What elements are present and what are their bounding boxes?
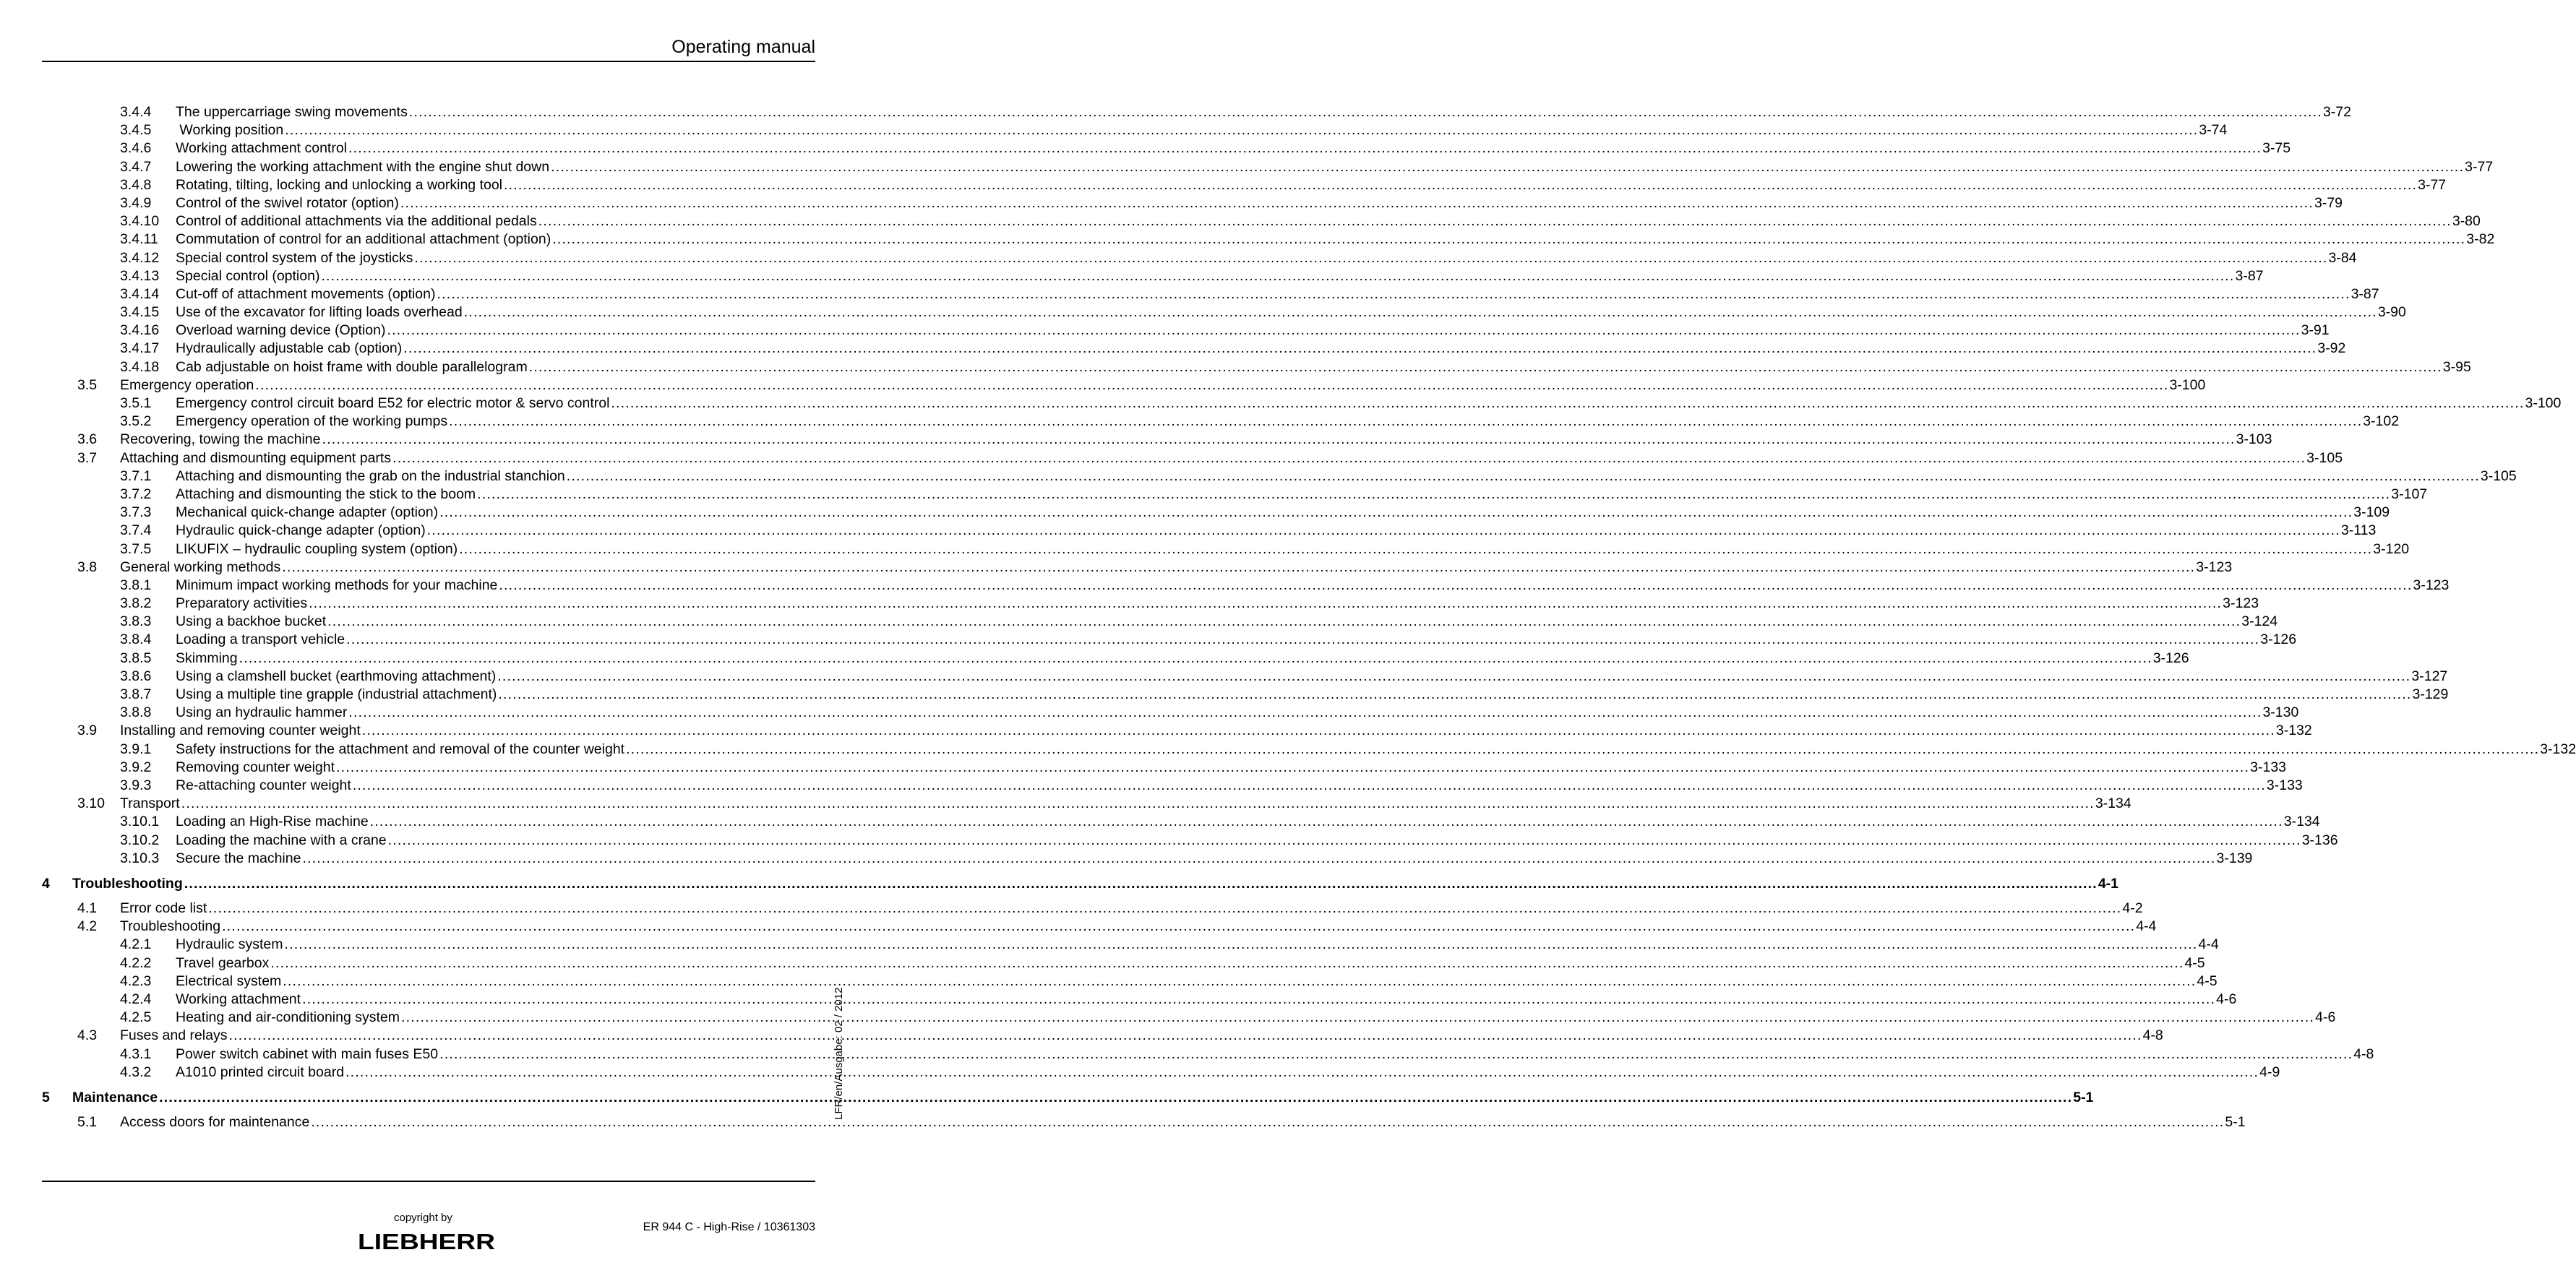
- toc-entry: [42, 558, 2233, 577]
- toc-entry-title: Loading the machine with a crane: [176, 832, 387, 848]
- toc-entry-page: 3-113: [2340, 522, 2377, 539]
- toc-dot-leader: ................................................................................................................................................................................................................................................................................................................................................................................................................: [159, 1089, 2073, 1105]
- toc-entry: [42, 413, 2400, 431]
- toc-dot-leader: ................................................................................................................................................................................................................................................................................................................................................................................................................: [311, 1114, 2225, 1131]
- toc-entry: [42, 759, 2287, 777]
- toc-entry: [42, 103, 2351, 121]
- toc-entry: [42, 194, 2343, 212]
- toc-entry-page: 3-80: [2452, 213, 2481, 230]
- toc-dot-leader: ................................................................................................................................................................................................................................................................................................................................................................................................................: [611, 395, 2525, 411]
- toc-entry-title: Hydraulically adjustable cab (option): [176, 340, 403, 357]
- toc-entry-page: 3-123: [2223, 595, 2259, 612]
- toc-entry-title: Hydraulic system: [176, 936, 283, 953]
- toc-entry: [42, 704, 2299, 722]
- toc-dot-leader: ................................................................................................................................................................................................................................................................................................................................................................................................................: [361, 723, 2275, 739]
- toc-entry: [42, 954, 2205, 972]
- toc-entry-number: 3.9: [77, 723, 98, 739]
- toc-entry-number: 3.9.2: [120, 759, 152, 775]
- toc-entry: [42, 522, 2377, 540]
- toc-entry: [42, 631, 2297, 649]
- toc-entry-title: Attaching and dismounting the stick to the boom: [176, 486, 476, 502]
- toc-dot-leader: ................................................................................................................................................................................................................................................................................................................................................................................................................: [403, 340, 2317, 357]
- toc-dot-leader: ................................................................................................................................................................................................................................................................................................................................................................................................................: [369, 814, 2283, 830]
- toc-entry: [42, 613, 2278, 631]
- toc-entry-page: 4-4: [2198, 936, 2219, 953]
- toc-dot-leader: ................................................................................................................................................................................................................................................................................................................................................................................................................: [626, 741, 2540, 757]
- liebherr-logo-text: LIEBHERR: [358, 1229, 495, 1254]
- toc-entry-number: 4.1: [77, 900, 98, 917]
- toc-entry-title: Emergency operation of the working pumps: [176, 413, 448, 430]
- toc-dot-leader: ................................................................................................................................................................................................................................................................................................................................................................................................................: [336, 759, 2250, 775]
- toc-entry: [42, 991, 2237, 1009]
- toc-entry-page: 4-5: [2197, 972, 2217, 989]
- toc-entry: [42, 267, 2264, 285]
- toc-entry-page: 3-134: [2095, 795, 2131, 812]
- toc-entry: [42, 322, 2330, 340]
- toc-entry-page: 3-90: [2377, 304, 2406, 321]
- toc-entry-number: 3.5: [77, 376, 98, 393]
- toc-entry-number: 3.4.10: [120, 213, 160, 230]
- toc-dot-leader: ................................................................................................................................................................................................................................................................................................................................................................................................................: [309, 595, 2223, 612]
- toc-entry-title: Re-attaching counter weight: [176, 777, 351, 793]
- toc-entry-number: 3.4.14: [120, 285, 160, 302]
- toc-entry-title: Overload warning device (Option): [176, 322, 386, 339]
- toc-entry-title: Working attachment control: [176, 140, 347, 157]
- toc-entry-number: 3.4.4: [120, 104, 152, 120]
- toc-dot-leader: ................................................................................................................................................................................................................................................................................................................................................................................................................: [228, 1027, 2142, 1044]
- toc-entry-number: 3.5.1: [120, 395, 152, 411]
- toc-entry-page: 3-72: [2322, 104, 2351, 120]
- toc-entry-title: Access doors for maintenance: [120, 1114, 310, 1131]
- toc-entry: [42, 832, 2338, 850]
- toc-entry-title: Attaching and dismounting equipment parts: [120, 449, 392, 466]
- toc-entry-title: Skimming: [176, 650, 238, 666]
- toc-dot-leader: ................................................................................................................................................................................................................................................................................................................................................................................................................: [285, 122, 2199, 139]
- toc-entry-title: Using a backhoe bucket: [176, 613, 327, 630]
- toc-entry-title: Fuses and relays: [120, 1027, 228, 1044]
- toc-entry-title: Power switch cabinet with main fuses E50: [176, 1045, 439, 1062]
- toc-entry-page: 3-87: [2235, 267, 2264, 284]
- toc-entry: [42, 158, 2494, 176]
- toc-dot-leader: ................................................................................................................................................................................................................................................................................................................................................................................................................: [302, 991, 2216, 1007]
- toc-entry-number: 4.3: [77, 1027, 98, 1044]
- liebherr-logo: [357, 1229, 496, 1254]
- toc-dot-leader: ................................................................................................................................................................................................................................................................................................................................................................................................................: [426, 522, 2340, 539]
- toc-entry-title: Safety instructions for the attachment and removal of the counter weight: [176, 741, 625, 757]
- toc-entry-title: Special control (option): [176, 267, 320, 284]
- toc-dot-leader: ................................................................................................................................................................................................................................................................................................................................................................................................................: [528, 358, 2442, 375]
- toc-entry-title: Heating and air-conditioning system: [176, 1009, 400, 1026]
- toc-dot-leader: ................................................................................................................................................................................................................................................................................................................................................................................................................: [208, 900, 2122, 917]
- toc-entry-number: 3.4.8: [120, 176, 152, 193]
- toc-dot-leader: ................................................................................................................................................................................................................................................................................................................................................................................................................: [284, 936, 2198, 953]
- toc-entry: [42, 850, 2253, 868]
- toc-entry: [42, 176, 2447, 194]
- toc-entry: [42, 668, 2448, 686]
- toc-entry-title: Cut-off of attachment movements (option): [176, 285, 436, 302]
- toc-entry-page: 4-4: [2136, 918, 2157, 935]
- toc-entry-title: Transport: [120, 795, 180, 812]
- toc-entry-page: 5-1: [2073, 1089, 2094, 1105]
- toc-entry-page: 5-1: [2225, 1114, 2246, 1131]
- toc-dot-leader: ................................................................................................................................................................................................................................................................................................................................................................................................................: [270, 954, 2184, 971]
- toc-entry-title: Loading an High-Rise machine: [176, 814, 369, 830]
- toc-entry-page: 4-8: [2353, 1045, 2374, 1062]
- toc-entry-number: 3.8.2: [120, 595, 152, 612]
- toc-entry-page: 3-102: [2363, 413, 2400, 430]
- toc-dot-leader: ................................................................................................................................................................................................................................................................................................................................................................................................................: [463, 304, 2377, 321]
- toc-entry-page: 4-9: [2259, 1064, 2280, 1080]
- toc-entry-page: 3-105: [2480, 467, 2517, 484]
- toc-dot-leader: ................................................................................................................................................................................................................................................................................................................................................................................................................: [283, 972, 2197, 989]
- header-rule: [42, 61, 815, 62]
- toc-entry-page: 3-129: [2412, 686, 2449, 702]
- toc-entry-page: 3-132: [2540, 741, 2576, 757]
- toc-entry-title: Installing and removing counter weight: [120, 723, 361, 739]
- toc-dot-leader: ................................................................................................................................................................................................................................................................................................................................................................................................................: [184, 875, 2098, 892]
- footer-rule: [42, 1181, 815, 1182]
- toc-entry-page: 3-100: [2169, 376, 2206, 393]
- toc-entry: [42, 303, 2406, 322]
- toc-entry-title: Preparatory activities: [176, 595, 308, 612]
- toc-entry-page: 3-126: [2152, 650, 2189, 666]
- toc-entry: [42, 121, 2228, 139]
- toc-dot-leader: ................................................................................................................................................................................................................................................................................................................................................................................................................: [439, 1045, 2353, 1062]
- toc-dot-leader: ................................................................................................................................................................................................................................................................................................................................................................................................................: [401, 1009, 2315, 1026]
- toc-entry-number: 5.1: [77, 1114, 98, 1131]
- toc-dot-leader: ................................................................................................................................................................................................................................................................................................................................................................................................................: [414, 249, 2328, 266]
- toc-entry-number: 3.4.16: [120, 322, 160, 339]
- toc-entry-number: 3.9.3: [120, 777, 152, 793]
- toc-entry-number: 3.7.5: [120, 540, 152, 557]
- toc-entry-number: 3.8.5: [120, 650, 152, 666]
- toc-entry-number: 3.10.2: [120, 832, 160, 848]
- toc-entry-page: 3-124: [2241, 613, 2278, 630]
- toc-entry: [42, 230, 2495, 249]
- toc-entry-title: Control of additional attachments via the additional pedals: [176, 213, 537, 230]
- toc-entry: [42, 249, 2357, 267]
- toc-dot-leader: ................................................................................................................................................................................................................................................................................................................................................................................................................: [408, 104, 2322, 120]
- toc-entry-title: Emergency operation: [120, 376, 254, 393]
- toc-entry-number: 3.4.6: [120, 140, 152, 157]
- toc-entry: [42, 285, 2379, 303]
- toc-entry-title: Recovering, towing the machine: [120, 431, 321, 448]
- toc-entry-number: 3.8.1: [120, 577, 152, 593]
- toc-entry: [42, 741, 2576, 759]
- toc-entry-number: 3.6: [77, 431, 98, 448]
- toc-entry-title: Emergency control circuit board E52 for electric motor & servo control: [176, 395, 610, 411]
- toc-entry-title: Control of the swivel rotator (option): [176, 194, 399, 211]
- toc-entry-page: 3-79: [2314, 194, 2343, 211]
- toc-entry-page: 3-109: [2353, 504, 2390, 521]
- toc-entry-page: 4-6: [2315, 1009, 2336, 1026]
- toc-entry: [42, 595, 2259, 613]
- toc-entry-page: 3-132: [2275, 723, 2312, 739]
- toc-entry-title: Loading a transport vehicle: [176, 631, 345, 648]
- toc-entry-title: The uppercarriage swing movements: [176, 104, 408, 120]
- toc-entry-title: Secure the machine: [176, 850, 301, 866]
- toc-entry-page: 3-136: [2301, 832, 2338, 848]
- toc-entry-number: 3.5.2: [120, 413, 152, 430]
- edition-note: LFR/en/Ausgabe: 02 / 2012: [833, 987, 845, 1120]
- toc-entry: [42, 504, 2390, 522]
- toc-entry-number: 3.8.7: [120, 686, 152, 702]
- toc-entry-page: 3-127: [2411, 668, 2448, 684]
- toc-entry: [42, 650, 2189, 668]
- toc-entry-number: 3.10: [77, 795, 105, 812]
- toc-entry-title: Using an hydraulic hammer: [176, 704, 348, 721]
- toc-dot-leader: ................................................................................................................................................................................................................................................................................................................................................................................................................: [551, 158, 2465, 175]
- toc-entry-title: Removing counter weight: [176, 759, 335, 775]
- toc-entry-page: 3-107: [2391, 486, 2428, 502]
- toc-entry-number: 4.3.2: [120, 1064, 152, 1080]
- toc-entry-page: 3-123: [2196, 558, 2233, 575]
- toc-entry-number: 4.2.4: [120, 991, 152, 1007]
- toc-entry-title: Use of the excavator for lifting loads overhead: [176, 304, 463, 321]
- toc-entry-number: 4.2.1: [120, 936, 152, 953]
- toc-entry: [42, 1064, 2280, 1082]
- toc-entry-title: Using a clamshell bucket (earthmoving attachment): [176, 668, 497, 684]
- toc-entry-title: Electrical system: [176, 972, 282, 989]
- toc-entry-number: 3.10.1: [120, 814, 160, 830]
- toc-dot-leader: ................................................................................................................................................................................................................................................................................................................................................................................................................: [348, 140, 2262, 157]
- toc-entry-number: 3.8.8: [120, 704, 152, 721]
- toc-entry-number: 3.4.12: [120, 249, 160, 266]
- toc-entry-page: 3-123: [2413, 577, 2450, 593]
- copyright-text: copyright by: [394, 1212, 452, 1224]
- toc-entry: [42, 795, 2131, 813]
- toc-dot-leader: ................................................................................................................................................................................................................................................................................................................................................................................................................: [504, 176, 2418, 193]
- toc-entry: [42, 340, 2346, 358]
- toc-entry-number: 4.2.3: [120, 972, 152, 989]
- toc-entry-page: 3-133: [2250, 759, 2287, 775]
- toc-entry: [42, 139, 2291, 158]
- toc-entry-number: 3.4.7: [120, 158, 152, 175]
- toc-entry-page: 3-91: [2301, 322, 2330, 339]
- toc-entry: [42, 972, 2217, 991]
- toc-entry-page: 3-139: [2216, 850, 2253, 866]
- toc-entry-page: 4-2: [2122, 900, 2143, 917]
- toc-entry-page: 3-87: [2350, 285, 2379, 302]
- toc-entry: [42, 900, 2143, 918]
- toc-entry: [42, 936, 2219, 954]
- toc-dot-leader: ................................................................................................................................................................................................................................................................................................................................................................................................................: [497, 668, 2411, 684]
- toc-dot-leader: ................................................................................................................................................................................................................................................................................................................................................................................................................: [239, 650, 2152, 666]
- toc-entry-number: 5: [42, 1089, 50, 1105]
- toc-entry-page: 4-5: [2184, 954, 2205, 971]
- toc-entry-title: LIKUFIX – hydraulic coupling system (option): [176, 540, 458, 557]
- toc-entry-title: A1010 printed circuit board: [176, 1064, 345, 1080]
- toc-entry-title: Troubleshooting: [120, 918, 221, 935]
- toc-entry-number: 3.4.13: [120, 267, 160, 284]
- toc-entry-page: 3-130: [2262, 704, 2299, 721]
- toc-dot-leader: ................................................................................................................................................................................................................................................................................................................................................................................................................: [552, 231, 2466, 248]
- toc-entry: [42, 1027, 2163, 1045]
- toc-entry-number: 3.7.4: [120, 522, 152, 539]
- toc-entry-number: 3.4.17: [120, 340, 160, 357]
- toc-entry-title: Special control system of the joysticks: [176, 249, 413, 266]
- toc-dot-leader: ................................................................................................................................................................................................................................................................................................................................................................................................................: [387, 322, 2301, 339]
- toc-entry-title: Working position: [176, 122, 284, 139]
- toc-dot-leader: ................................................................................................................................................................................................................................................................................................................................................................................................................: [255, 376, 2169, 393]
- toc-dot-leader: ................................................................................................................................................................................................................................................................................................................................................................................................................: [302, 850, 2216, 866]
- toc-entry-page: 3-95: [2442, 358, 2471, 375]
- toc-entry: [42, 540, 2410, 558]
- document-id: ER 944 C - High-Rise / 10361303: [643, 1221, 815, 1233]
- toc-dot-leader: ................................................................................................................................................................................................................................................................................................................................................................................................................: [400, 194, 2314, 211]
- toc-entry-title: Mechanical quick-change adapter (option): [176, 504, 439, 521]
- toc-entry-number: 3.4.18: [120, 358, 160, 375]
- toc-entry-title: Using a multiple tine grapple (industrial attachment): [176, 686, 497, 702]
- toc-entry-number: 3.4.11: [120, 231, 158, 248]
- toc-entry: [42, 875, 2119, 893]
- toc-entry-number: 3.8.6: [120, 668, 152, 684]
- toc-entry-page: 4-8: [2142, 1027, 2163, 1044]
- toc-entry: [42, 212, 2481, 230]
- toc-entry-title: Rotating, tilting, locking and unlocking a working tool: [176, 176, 503, 193]
- toc-entry-number: 3.7.1: [120, 467, 152, 484]
- toc-entry-number: 3.4.9: [120, 194, 152, 211]
- toc-entry-number: 3.10.3: [120, 850, 160, 866]
- toc-entry: [42, 449, 2343, 467]
- toc-entry-number: 3.9.1: [120, 741, 152, 757]
- toc-entry-page: 3-92: [2317, 340, 2346, 357]
- toc-dot-leader: ................................................................................................................................................................................................................................................................................................................................................................................................................: [346, 631, 2260, 648]
- toc-entry-title: Error code list: [120, 900, 207, 917]
- toc-dot-leader: ................................................................................................................................................................................................................................................................................................................................................................................................................: [392, 449, 2306, 466]
- toc-dot-leader: ................................................................................................................................................................................................................................................................................................................................................................................................................: [321, 267, 2235, 284]
- toc-entry-number: 4: [42, 875, 50, 892]
- toc-entry-number: 3.7: [77, 449, 98, 466]
- toc-dot-leader: ................................................................................................................................................................................................................................................................................................................................................................................................................: [387, 832, 2301, 848]
- toc-entry-number: 3.7.2: [120, 486, 152, 502]
- toc-dot-leader: ................................................................................................................................................................................................................................................................................................................................................................................................................: [322, 431, 2236, 448]
- toc-dot-leader: ................................................................................................................................................................................................................................................................................................................................................................................................................: [348, 704, 2262, 721]
- toc-entry-title: Cab adjustable on hoist frame with double parallelogram: [176, 358, 528, 375]
- toc-entry-number: 3.4.5: [120, 122, 152, 139]
- toc-entry-page: 3-77: [2418, 176, 2447, 193]
- toc-entry: [42, 394, 2562, 413]
- toc-entry-number: 4.3.1: [120, 1045, 152, 1062]
- toc-entry-title: Travel gearbox: [176, 954, 270, 971]
- toc-dot-leader: ................................................................................................................................................................................................................................................................................................................................................................................................................: [459, 540, 2373, 557]
- toc-entry-page: 3-75: [2262, 140, 2291, 157]
- toc-entry-page: 3-105: [2306, 449, 2343, 466]
- toc-entry: [42, 358, 2471, 376]
- toc-dot-leader: ................................................................................................................................................................................................................................................................................................................................................................................................................: [538, 213, 2452, 230]
- toc-entry: [42, 376, 2206, 394]
- toc-entry-title: Commutation of control for an additional attachment (option): [176, 231, 551, 248]
- toc-entry: [42, 813, 2320, 831]
- toc-entry-page: 3-77: [2465, 158, 2494, 175]
- page-header-title: Operating manual: [671, 37, 815, 57]
- toc-dot-leader: ................................................................................................................................................................................................................................................................................................................................................................................................................: [498, 686, 2412, 702]
- toc-entry-title: Maintenance: [72, 1089, 158, 1105]
- toc-entry-title: Troubleshooting: [72, 875, 183, 892]
- toc-entry-title: Minimum impact working methods for your machine: [176, 577, 498, 593]
- toc-entry: [42, 1113, 2246, 1131]
- toc-entry: [42, 577, 2450, 595]
- toc-entry: [42, 686, 2449, 704]
- toc-entry-page: 3-84: [2328, 249, 2357, 266]
- toc-entry-page: 3-74: [2199, 122, 2228, 139]
- toc-dot-leader: ................................................................................................................................................................................................................................................................................................................................................................................................................: [345, 1064, 2259, 1080]
- toc-dot-leader: ................................................................................................................................................................................................................................................................................................................................................................................................................: [222, 918, 2136, 935]
- toc-entry: [42, 467, 2517, 486]
- toc-entry: [42, 1009, 2336, 1027]
- toc-entry-page: 3-120: [2373, 540, 2410, 557]
- toc-entry-number: 3.8.3: [120, 613, 152, 630]
- toc-dot-leader: ................................................................................................................................................................................................................................................................................................................................................................................................................: [566, 467, 2480, 484]
- toc-dot-leader: ................................................................................................................................................................................................................................................................................................................................................................................................................: [352, 777, 2266, 793]
- toc-entry-page: 3-126: [2260, 631, 2297, 648]
- toc-entry-page: 4-1: [2098, 875, 2119, 892]
- toc-entry: [42, 777, 2303, 795]
- toc-entry: [42, 1045, 2374, 1064]
- toc-entry-page: 3-100: [2525, 395, 2562, 411]
- toc-entry-number: 3.7.3: [120, 504, 152, 521]
- toc-entry-page: 3-133: [2266, 777, 2303, 793]
- toc-entry-number: 4.2.5: [120, 1009, 152, 1026]
- toc-entry-number: 3.8: [77, 558, 98, 575]
- toc-entry-title: Hydraulic quick-change adapter (option): [176, 522, 426, 539]
- toc-entry-number: 3.4.15: [120, 304, 160, 321]
- toc-entry-page: 3-103: [2236, 431, 2272, 448]
- toc-entry-page: 3-134: [2283, 814, 2320, 830]
- toc-entry-page: 3-82: [2466, 231, 2495, 248]
- toc-dot-leader: ................................................................................................................................................................................................................................................................................................................................................................................................................: [282, 558, 2196, 575]
- toc-entry-page: 4-6: [2216, 991, 2237, 1007]
- toc-entry-number: 4.2: [77, 918, 98, 935]
- toc-dot-leader: ................................................................................................................................................................................................................................................................................................................................................................................................................: [181, 795, 2095, 812]
- toc-entry-title: Lowering the working attachment with the engine shut down: [176, 158, 550, 175]
- toc-entry-title: Working attachment: [176, 991, 301, 1007]
- toc-entry-title: General working methods: [120, 558, 281, 575]
- toc-entry: [42, 1089, 2094, 1107]
- toc-dot-leader: ................................................................................................................................................................................................................................................................................................................................................................................................................: [477, 486, 2391, 502]
- toc-dot-leader: ................................................................................................................................................................................................................................................................................................................................................................................................................: [439, 504, 2353, 521]
- toc-entry-number: 4.2.2: [120, 954, 152, 971]
- toc-entry: [42, 722, 2312, 740]
- toc-entry: [42, 918, 2157, 936]
- toc-dot-leader: ................................................................................................................................................................................................................................................................................................................................................................................................................: [449, 413, 2363, 430]
- toc-entry: [42, 486, 2428, 504]
- toc-entry: [42, 431, 2272, 449]
- toc-entry-title: Attaching and dismounting the grab on the industrial stanchion: [176, 467, 565, 484]
- toc-dot-leader: ................................................................................................................................................................................................................................................................................................................................................................................................................: [499, 577, 2413, 593]
- toc-dot-leader: ................................................................................................................................................................................................................................................................................................................................................................................................................: [327, 613, 2241, 630]
- toc-entry-number: 3.8.4: [120, 631, 152, 648]
- toc-dot-leader: ................................................................................................................................................................................................................................................................................................................................................................................................................: [437, 285, 2350, 302]
